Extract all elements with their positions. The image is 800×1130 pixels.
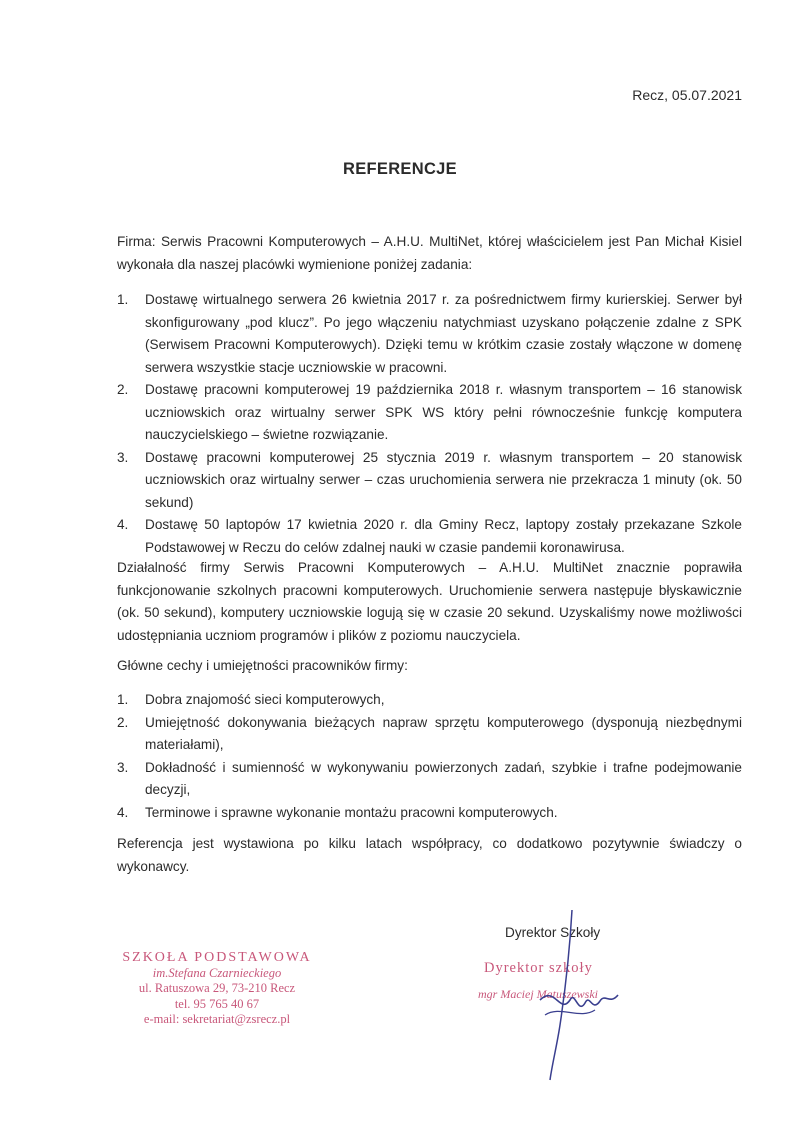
stamp-line: ul. Ratuszowa 29, 73-210 Recz — [138, 981, 296, 995]
list-number: 2. — [117, 382, 129, 397]
activity-paragraph: Działalność firmy Serwis Pracowni Komputerowych – A.H.U. MultiNet znacznie poprawiła funkcjonowanie szkolnych pracowni komputerowych. Uruchomienie serwera następuje błyskawicznie (ok. 50 sekund), komputery uczniowskie logują się w czasie 20 sekund. Uzyskaliśmy nowe możliwości udostępniania uczniom programów i plików z poziomu nauczyciela. — [117, 560, 742, 643]
features-list — [117, 689, 742, 824]
list-item-text: Dostawę pracowni komputerowej 25 stycznia 2019 r. własnym transportem – 20 stanowisk uczniowskich oraz wirtualny serwer – czas uruchomienia serwera nie przekracza 1 minuty (ok. 50 sekund) — [145, 449, 742, 510]
school-stamp — [112, 950, 322, 1028]
tasks-list — [117, 289, 742, 559]
list-item-text: Dobra znajomość sieci komputerowych, — [145, 692, 385, 707]
list-item — [117, 689, 742, 712]
features-heading: Główne cechy i umiejętności pracowników firmy: — [117, 658, 408, 673]
list-item — [117, 514, 742, 559]
director-stamp-title: Dyrektor szkoły — [484, 960, 593, 976]
director-stamp-name: mgr Maciej Matuszewski — [478, 987, 598, 1001]
stamp-line: tel. 95 765 40 67 — [174, 996, 260, 1011]
stamp-line: im.Stefana Czarnieckiego — [152, 965, 282, 980]
list-item — [117, 447, 742, 515]
letter-date: Recz, 05.07.2021 — [632, 87, 742, 103]
stamp-line: SZKOŁA PODSTAWOWA — [122, 950, 312, 965]
list-item-text: Umiejętność dokonywania bieżących napraw sprzętu komputerowego (dysponują niezbędnymi materiałami), — [145, 714, 742, 752]
list-number: 4. — [117, 517, 129, 532]
list-item — [117, 802, 742, 825]
list-item-text: Dostawę pracowni komputerowej 19 października 2018 r. własnym transportem – 16 stanowisk uczniowskich oraz wirtualny serwer SPK WS który pełni równocześnie funkcję komputera nauczycielskiego – świetne rozwiązanie. — [145, 382, 742, 442]
list-number: 1. — [117, 292, 129, 307]
stamp-line: e-mail: sekretariat@zsrecz.pl — [143, 1012, 291, 1026]
list-number: 3. — [117, 449, 129, 465]
closing-paragraph: Referencja jest wystawiona po kilku latach współpracy, co dodatkowo pozytywnie świadczy o wykonawcy. — [117, 836, 742, 874]
list-number: 4. — [117, 804, 129, 820]
list-item — [117, 289, 742, 379]
list-item-text: Dokładność i sumienność w wykonywaniu powierzonych zadań, szybkie i trafne podejmowanie decyzji, — [145, 759, 742, 797]
list-item-text: Dostawę wirtualnego serwera 26 kwietnia 2017 r. za pośrednictwem firmy kurierskiej. Serwer był skonfigurowany „pod klucz”. Po jego włączeniu natychmiast uzyskano połączenie zdalne z SPK (Serwisem Pracowni Komputerowych). Dzięki temu w krótkim czasie zostały włączone w domenę serwera wszystkie stacje uczniowskie w pracowni. — [145, 292, 742, 375]
list-number: 2. — [117, 714, 129, 730]
list-item-text: Dostawę 50 laptopów 17 kwietnia 2020 r. dla Gminy Recz, laptopy zostały przekazane Szkole Podstawowej w Reczu do celów zdalnej nauki w czasie pandemii koronawirusa. — [145, 517, 742, 555]
letter-title: REFERENCJE — [343, 160, 457, 178]
list-item-text: Terminowe i sprawne wykonanie montażu pracowni komputerowych. — [145, 804, 558, 820]
list-number: 3. — [117, 759, 129, 775]
list-item — [117, 757, 742, 802]
handwritten-signature — [500, 905, 650, 1085]
list-number: 1. — [117, 692, 129, 707]
intro-paragraph: Firma: Serwis Pracowni Komputerowych – A.H.U. MultiNet, której właścicielem jest Pan Michał Kisiel wykonała dla naszej placówki wymienione poniżej zadania: — [117, 234, 742, 272]
list-item — [117, 712, 742, 757]
list-item — [117, 379, 742, 447]
director-label: Dyrektor Szkoły — [505, 925, 601, 940]
